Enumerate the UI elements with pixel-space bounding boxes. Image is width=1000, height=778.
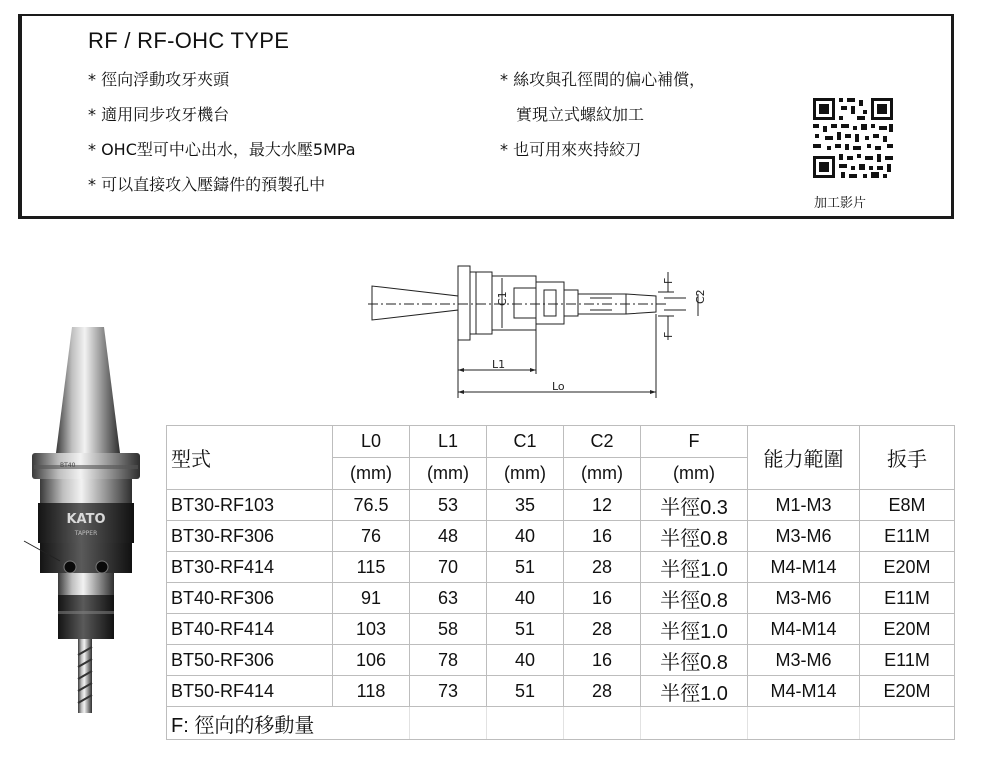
table-row — [167, 645, 955, 676]
f-label-top: F — [662, 277, 675, 284]
qr-code[interactable] — [811, 96, 895, 180]
cell-model: BT40-RF306 — [167, 583, 333, 614]
empty-cell — [641, 707, 748, 740]
cell-wrench: E11M — [860, 583, 955, 614]
tapper-holder-photo — [20, 325, 142, 715]
product-type-title: RF / RF-OHC TYPE — [88, 28, 290, 53]
cell-capacity: M1-M3 — [748, 490, 860, 521]
cell-capacity: M3-M6 — [748, 645, 860, 676]
cell-capacity: M4-M14 — [748, 614, 860, 645]
cell-f: 半徑0.8 — [641, 583, 748, 614]
brand-sub: TAPPER — [74, 530, 98, 537]
cell-l1: 70 — [410, 552, 487, 583]
cell-wrench: E11M — [860, 645, 955, 676]
cell-l1: 63 — [410, 583, 487, 614]
l1-label: L1 — [492, 358, 506, 371]
cell-c2: 16 — [564, 583, 641, 614]
qr-caption: 加工影片 — [814, 196, 867, 211]
cell-f: 半徑0.3 — [641, 490, 748, 521]
unit-f: (mm) — [641, 458, 748, 490]
cell-l1: 58 — [410, 614, 487, 645]
cell-l1: 53 — [410, 490, 487, 521]
cell-model: BT50-RF306 — [167, 645, 333, 676]
col-header-l0: L0 — [333, 426, 410, 458]
cell-f: 半徑1.0 — [641, 676, 748, 707]
cell-c1: 40 — [487, 645, 564, 676]
cell-model: BT30-RF414 — [167, 552, 333, 583]
feature-bullet: * 絲攻與孔徑間的偏心補償， — [500, 70, 706, 89]
c1-label: C1 — [496, 291, 509, 306]
cell-c1: 40 — [487, 521, 564, 552]
cell-capacity: M4-M14 — [748, 552, 860, 583]
cell-c1: 51 — [487, 614, 564, 645]
cell-c1: 51 — [487, 552, 564, 583]
cell-l0: 103 — [333, 614, 410, 645]
cell-capacity: M4-M14 — [748, 676, 860, 707]
unit-c2: (mm) — [564, 458, 641, 490]
table-footnote-row — [167, 707, 955, 740]
cell-wrench: E11M — [860, 521, 955, 552]
unit-l1: (mm) — [410, 458, 487, 490]
cell-c2: 12 — [564, 490, 641, 521]
empty-cell — [748, 707, 860, 740]
feature-bullet: * 適用同步攻牙機台 — [88, 105, 230, 124]
table-row — [167, 614, 955, 645]
cell-l0: 91 — [333, 583, 410, 614]
cell-model: BT40-RF414 — [167, 614, 333, 645]
feature-bullet: * 也可用來夾持絞刀 — [500, 140, 642, 159]
col-header-f: F — [641, 426, 748, 458]
cell-f: 半徑1.0 — [641, 614, 748, 645]
col-header-c1: C1 — [487, 426, 564, 458]
cell-l0: 106 — [333, 645, 410, 676]
cell-f: 半徑0.8 — [641, 645, 748, 676]
table-row — [167, 676, 955, 707]
unit-l0: (mm) — [333, 458, 410, 490]
cell-c1: 35 — [487, 490, 564, 521]
cell-c1: 51 — [487, 676, 564, 707]
brand-logo: KATO — [66, 512, 106, 527]
col-header-capacity: 能力範圍 — [748, 426, 860, 490]
cell-c2: 28 — [564, 676, 641, 707]
empty-cell — [410, 707, 487, 740]
table-row — [167, 583, 955, 614]
cell-l0: 76.5 — [333, 490, 410, 521]
cell-wrench: E20M — [860, 552, 955, 583]
empty-cell — [860, 707, 955, 740]
cell-l0: 118 — [333, 676, 410, 707]
cell-c2: 28 — [564, 552, 641, 583]
feature-bullet: 實現立式螺紋加工 — [516, 105, 645, 124]
table-row — [167, 490, 955, 521]
l0-label: Lo — [552, 380, 565, 393]
empty-cell — [564, 707, 641, 740]
table-row — [167, 552, 955, 583]
col-header-c2: C2 — [564, 426, 641, 458]
col-header-wrench: 扳手 — [860, 426, 955, 490]
feature-box — [18, 14, 954, 219]
feature-bullet: * OHC型可中心出水，最大水壓5MPa — [88, 140, 356, 159]
empty-cell — [487, 707, 564, 740]
spec-table — [166, 425, 955, 740]
cell-l0: 76 — [333, 521, 410, 552]
cell-model: BT50-RF414 — [167, 676, 333, 707]
col-header-model: 型式 — [167, 426, 333, 490]
f-label-bottom: F — [662, 331, 675, 338]
table-header-row — [167, 426, 955, 458]
cell-c2: 28 — [564, 614, 641, 645]
feature-bullet: * 可以直接攻入壓鑄件的預製孔中 — [88, 175, 326, 194]
cell-wrench: E20M — [860, 676, 955, 707]
cell-l1: 48 — [410, 521, 487, 552]
cell-wrench: E8M — [860, 490, 955, 521]
cell-model: BT30-RF306 — [167, 521, 333, 552]
footnote: F: 徑向的移動量 — [167, 707, 410, 740]
cell-capacity: M3-M6 — [748, 583, 860, 614]
table-row — [167, 521, 955, 552]
col-header-l1: L1 — [410, 426, 487, 458]
unit-c1: (mm) — [487, 458, 564, 490]
cell-c1: 40 — [487, 583, 564, 614]
cell-capacity: M3-M6 — [748, 521, 860, 552]
cell-f: 半徑1.0 — [641, 552, 748, 583]
cell-l1: 78 — [410, 645, 487, 676]
feature-bullet: * 徑向浮動攻牙夾頭 — [88, 70, 230, 89]
cell-l1: 73 — [410, 676, 487, 707]
cell-model: BT30-RF103 — [167, 490, 333, 521]
cell-f: 半徑0.8 — [641, 521, 748, 552]
c2-label: C2 — [694, 289, 707, 304]
dimension-drawing — [368, 258, 728, 400]
collar-text: BT40 — [60, 462, 76, 469]
cell-c2: 16 — [564, 521, 641, 552]
cell-wrench: E20M — [860, 614, 955, 645]
cell-l0: 115 — [333, 552, 410, 583]
cell-c2: 16 — [564, 645, 641, 676]
